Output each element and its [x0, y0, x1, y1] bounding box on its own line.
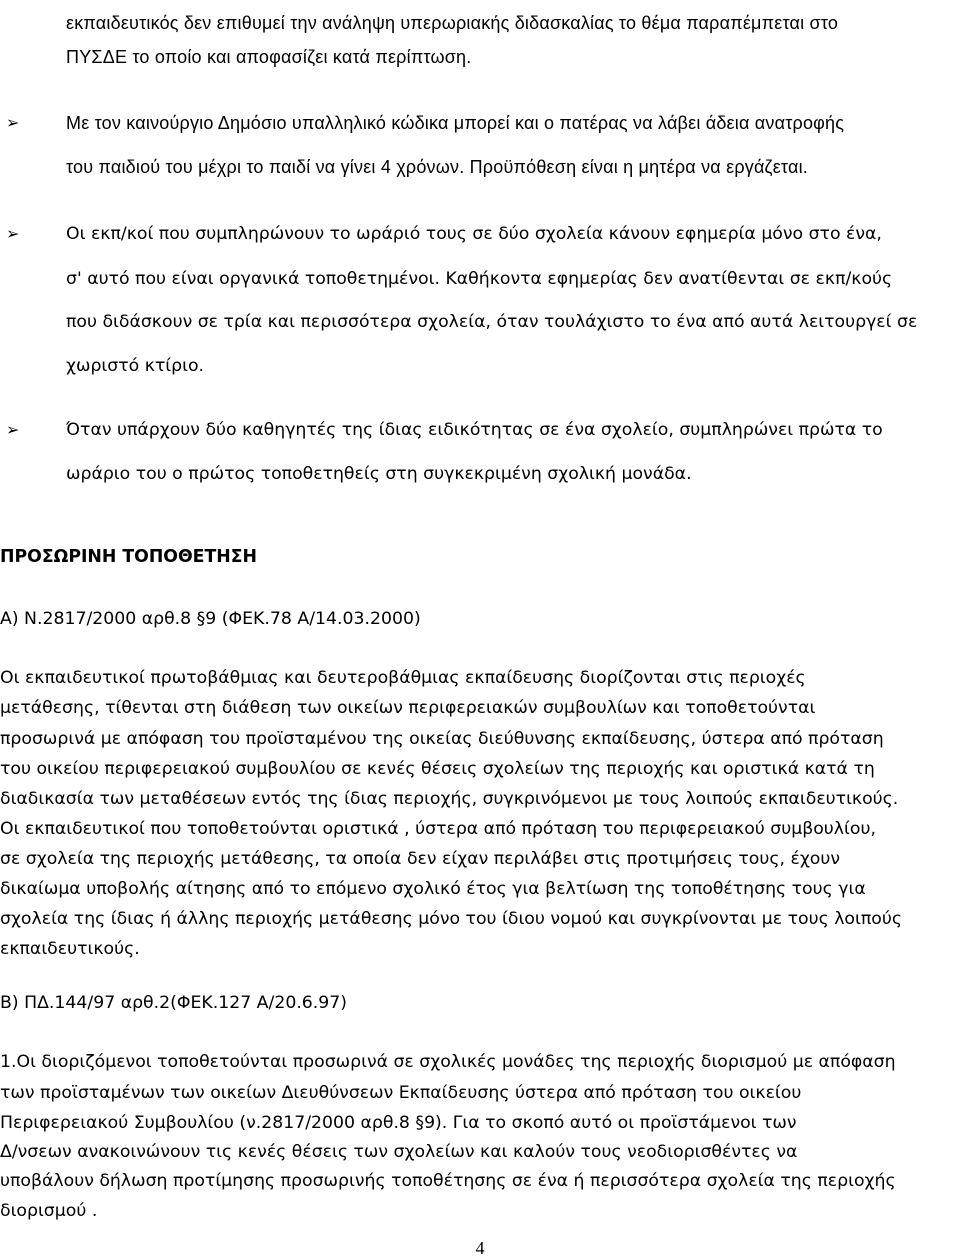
page-number: 4 — [475, 1238, 485, 1258]
law-b-line-5: υποβάλουν δήλωση προτίμησης προσωρινής τοποθέτησης σε ένα ή περισσότερα σχολεία της περιοχής — [0, 1171, 896, 1191]
law-a-line-8: δικαίωμα υποβολής αίτησης από το επόμενο σχολικό έτος για βελτίωση της τοποθέτησης τους για — [0, 879, 866, 899]
bullet-3-line-4: χωριστό κτίριο. — [66, 356, 205, 376]
law-a-line-6: Οι εκπαιδευτικοί που τοποθετούνται οριστικά , ύστερα από πρόταση του περιφερειακού συμβουλίου, — [0, 819, 876, 839]
law-a-line-4: του οικείου περιφερειακού συμβουλίου σε κενές θέσεις σχολείων της περιοχής και οριστικά κατά τη — [0, 759, 875, 779]
law-a-line-3: προσωρινά με απόφαση του προϊσταμένου της οικείας διεύθυνσης εκπαίδευσης, ύστερα από πρόταση — [0, 729, 884, 749]
bullet-4-line-1: Όταν υπάρχουν δύο καθηγητές της ίδιας ειδικότητας σε ένα σχολείο, συμπληρώνει πρώτα το — [66, 420, 883, 440]
law-b-line-1: 1.Οι διοριζόμενοι τοποθετούνται προσωρινά σε σχολικές μονάδες της περιοχής διορισμού με απόφαση — [0, 1052, 896, 1072]
law-a-title: Α) Ν.2817/2000 αρθ.8 §9 (ΦΕΚ.78 Α/14.03.2000) — [0, 609, 421, 629]
law-a-line-10: εκπαιδευτικούς. — [0, 939, 140, 959]
law-a-line-7: σε σχολεία της περιοχής μετάθεσης, τα οποία δεν είχαν περιλάβει στις προτιμήσεις τους, έχουν — [0, 849, 841, 869]
bullet-2-line-2: του παιδιού του μέχρι το παιδί να γίνει 4 χρόνων. Προϋπόθεση είναι η μητέρα να εργάζεται. — [66, 157, 808, 177]
law-a-line-9: σχολεία της ίδιας ή άλλης περιοχής μετάθεσης μόνο του ίδιου νομού και συγκρίνονται με τους λοιπούς — [0, 909, 902, 929]
law-b-title: Β) ΠΔ.144/97 αρθ.2(ΦΕΚ.127 Α/20.6.97) — [0, 993, 348, 1013]
arrowhead-bullet-icon: ➢ — [6, 420, 20, 439]
law-a-line-2: μετάθεσης, τίθενται στη διάθεση των οικείων περιφερειακών συμβουλίων και τοποθετούνται — [0, 698, 816, 718]
arrowhead-bullet-icon: ➢ — [6, 113, 20, 132]
law-b-line-3: Περιφερειακού Συμβουλίου (ν.2817/2000 αρθ.8 §9). Για το σκοπό αυτό οι προϊστάμενοι των — [0, 1113, 797, 1133]
law-b-line-4: Δ/νσεων ανακοινώνουν τις κενές θέσεις των σχολείων και καλούν τους νεοδιορισθέντες να — [0, 1142, 798, 1162]
law-a-line-5: διαδικασία των μεταθέσεων εντός της ίδιας περιοχής, συγκρινόμενοι με τους λοιπούς εκπαιδευτικούς. — [0, 789, 899, 809]
bullet-4-line-2: ωράριο του ο πρώτος τοποθετηθείς στη συγκεκριμένη σχολική μονάδα. — [66, 464, 692, 484]
bullet-3-line-3: που διδάσκουν σε τρία και περισσότερα σχολεία, όταν τουλάχιστο το ένα από αυτά λειτουργεί σε — [66, 312, 918, 332]
bullet-1-line-2: ΠΥΣΔΕ το οποίο και αποφασίζει κατά περίπτωση. — [66, 47, 472, 67]
law-b-line-2: των προϊσταμένων των οικείων Διευθύνσεων Εκπαίδευσης ύστερα από πρόταση του οικείου — [0, 1083, 802, 1103]
law-a-line-1: Οι εκπαιδευτικοί πρωτοβάθμιας και δευτεροβάθμιας εκπαίδευσης διορίζονται στις περιοχές — [0, 668, 806, 688]
arrowhead-bullet-icon: ➢ — [6, 224, 20, 243]
bullet-2-line-1: Με τον καινούργιο Δημόσιο υπαλληλικό κώδικα μπορεί και ο πατέρας να λάβει άδεια ανατροφής — [66, 113, 845, 133]
bullet-3-line-2: σ' αυτό που είναι οργανικά τοποθετημένοι. Καθήκοντα εφημερίας δεν ανατίθενται σε εκπ/κούς — [66, 269, 893, 289]
bullet-1-line-1: εκπαιδευτικός δεν επιθυμεί την ανάληψη υπερωριακής διδασκαλίας το θέμα παραπέμπεται στο — [66, 13, 839, 33]
section-heading: ΠΡΟΣΩΡΙΝΗ ΤΟΠΟΘΕΤΗΣΗ — [0, 547, 257, 567]
law-b-line-6: διορισμού . — [0, 1201, 98, 1221]
bullet-3-line-1: Οι εκπ/κοί που συμπληρώνουν το ωράριό τους σε δύο σχολεία κάνουν εφημερία μόνο στο ένα, — [66, 224, 882, 244]
